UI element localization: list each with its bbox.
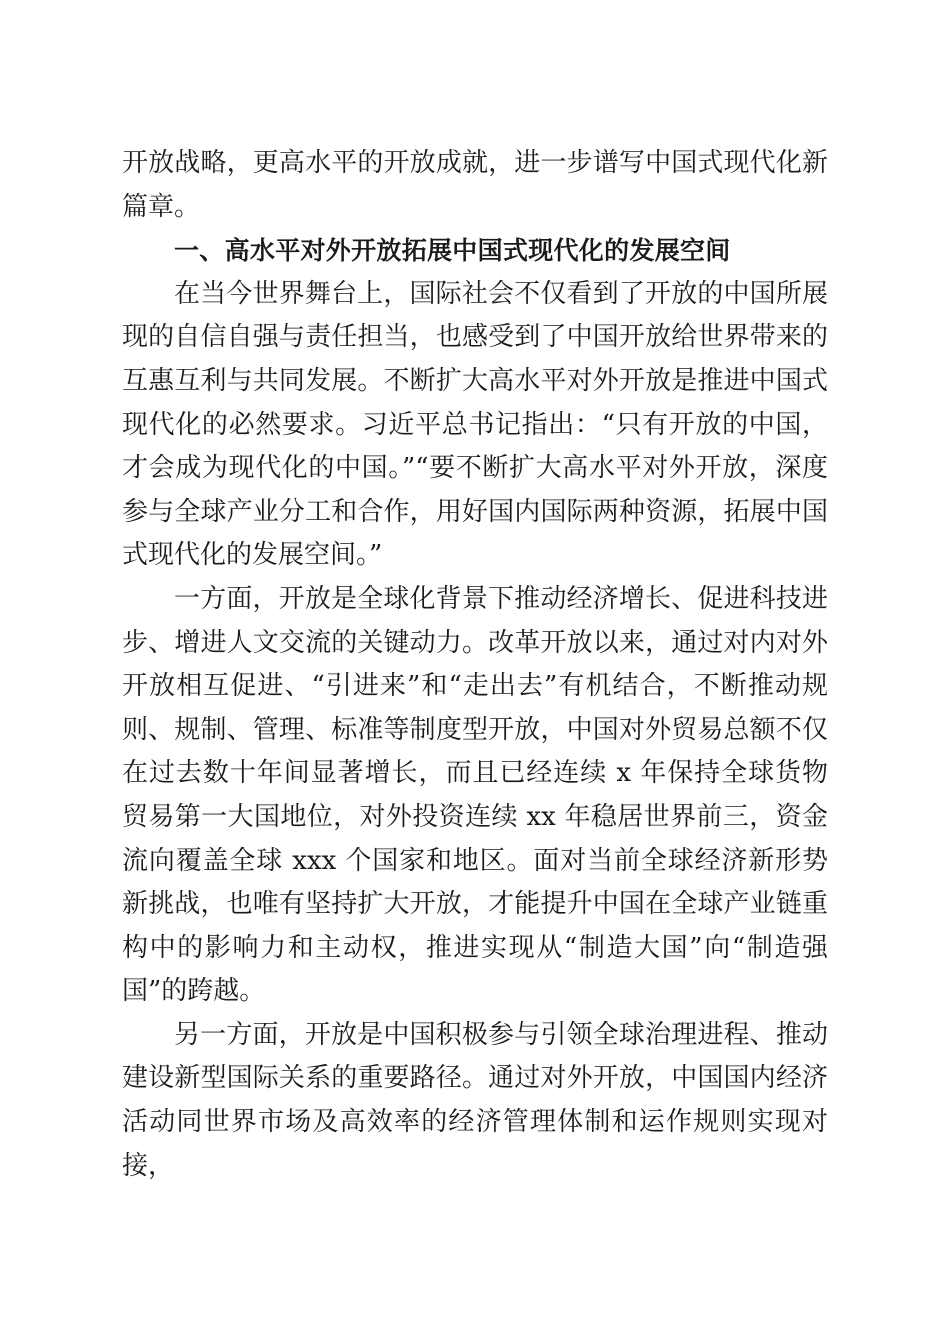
continuation-paragraph: 开放战略，更高水平的开放成就，进一步谱写中国式现代化新篇章。 [122, 148, 828, 222]
document-body [122, 142, 828, 1188]
body-paragraph-3: 另一方面，开放是中国积极参与引领全球治理进程、推动建设新型国际关系的重要路径。通过对外开放，中国国内经济活动同世界市场及高效率的经济管理体制和运作规则实现对接， [122, 1019, 828, 1181]
section-heading: 一、高水平对外开放拓展中国式现代化的发展空间 [174, 236, 731, 266]
body-paragraph-2: 一方面，开放是全球化背景下推动经济增长、促进科技进步、增进人文交流的关键动力。改革开放以来，通过对内对外开放相互促进、“引进来”和“走出去”有机结合，不断推动规则、规制、管理、标准等制度型开放，中国对外贸易总额不仅在过去数十年间显著增长，而且已经连续 x 年保持全球货物贸易第一大国地位，对外投资连续 xx 年稳居世界前三，资金流向覆盖全球 xxx 个国家和地区。面对当前全球经济新形势新挑战，也唯有坚持扩大开放，才能提升中国在全球产业链重构中的影响力和主动权，推进实现从“制造大国”向“制造强国”的跨越。 [122, 583, 828, 1007]
body-paragraph-1: 在当今世界舞台上，国际社会不仅看到了开放的中国所展现的自信自强与责任担当，也感受到了中国开放给世界带来的互惠互利与共同发展。不断扩大高水平对外开放是推进中国式现代化的必然要求。习近平总书记指出：“只有开放的中国，才会成为现代化的中国。”“要不断扩大高水平对外开放，深度参与全球产业分工和合作，用好国内国际两种资源，拓展中国式现代化的发展空间。” [122, 278, 828, 571]
